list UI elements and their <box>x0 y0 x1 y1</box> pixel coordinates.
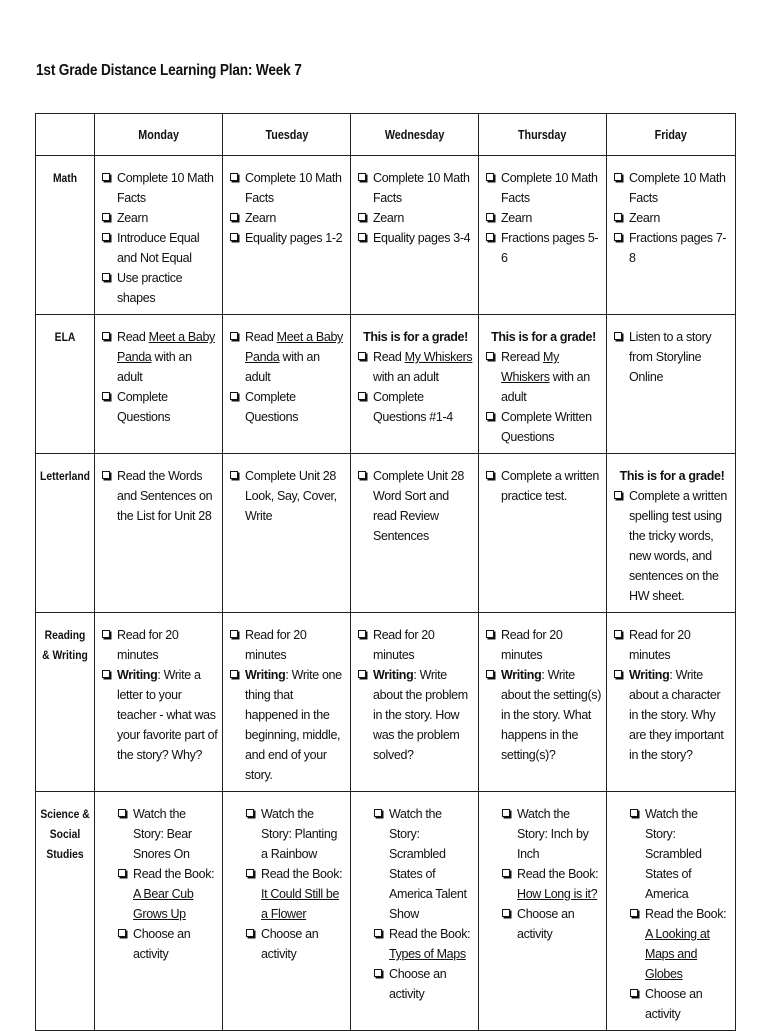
checkbox-icon[interactable] <box>486 352 494 360</box>
checkbox-icon[interactable] <box>230 173 238 181</box>
task-text: Fractions pages 5-6 <box>501 231 599 265</box>
task-item <box>485 228 602 268</box>
task-text: Read for 20 minutes <box>373 628 435 662</box>
task-text: Reread My Whiskers with an adult <box>501 350 590 404</box>
checkbox-icon[interactable] <box>118 869 126 877</box>
checkbox-icon[interactable] <box>230 213 238 221</box>
day-header-label: Tuesday <box>265 127 308 142</box>
task-item <box>357 466 474 546</box>
task-text: Read for 20 minutes <box>629 628 691 662</box>
subject-label: Math <box>52 171 78 185</box>
task-text: Read My Whiskers with an adult <box>373 350 473 384</box>
checkbox-icon[interactable] <box>102 173 110 181</box>
task-item <box>357 347 474 387</box>
plan-cell-math-friday <box>607 156 736 315</box>
task-text: Choose an activity <box>261 927 319 961</box>
task-text: Writing: Write a letter to your teacher - what was your favorite part of the story? Why? <box>117 668 218 762</box>
subject-label-cell <box>36 454 95 613</box>
lesson-plan-table <box>35 113 736 1031</box>
task-item <box>229 327 346 387</box>
task-text: Zearn <box>245 211 276 225</box>
checkbox-icon[interactable] <box>358 213 366 221</box>
task-list <box>229 625 346 785</box>
task-list <box>613 486 731 606</box>
task-list <box>485 347 602 447</box>
task-item <box>629 804 731 904</box>
plan-cell-letterland-thursday <box>479 454 607 613</box>
checkbox-icon[interactable] <box>614 173 622 181</box>
checkbox-icon[interactable] <box>502 909 510 917</box>
task-text: Fractions pages 7-8 <box>629 231 727 265</box>
task-text: Equality pages 1-2 <box>245 231 343 245</box>
subject-label-cell <box>36 315 95 454</box>
plan-cell-ela-wednesday <box>351 315 479 454</box>
task-list <box>101 327 218 427</box>
plan-cell-math-thursday <box>479 156 607 315</box>
task-text: Watch the Story: Planting a Rainbow <box>261 807 338 861</box>
checkbox-icon[interactable] <box>230 233 238 241</box>
task-item <box>117 924 218 964</box>
checkbox-icon[interactable] <box>374 969 382 977</box>
plan-cell-math-wednesday <box>351 156 479 315</box>
book-title: My Whiskers <box>404 350 473 364</box>
plan-cell-letterland-wednesday <box>351 454 479 613</box>
book-title: It Could Still be a Flower <box>261 887 340 921</box>
task-item <box>373 804 474 924</box>
plan-cell-science-social-studies-friday <box>607 792 736 1031</box>
checkbox-icon[interactable] <box>614 670 622 678</box>
task-text: Complete Questions <box>245 390 299 424</box>
plan-cell-science-social-studies-thursday <box>479 792 607 1031</box>
book-title: Meet a Baby Panda <box>117 330 215 364</box>
checkbox-icon[interactable] <box>486 233 494 241</box>
day-header-label: Wednesday <box>384 127 445 142</box>
subject-label: ELA <box>54 330 76 344</box>
task-item <box>229 665 346 785</box>
checkbox-icon[interactable] <box>358 392 366 400</box>
subject-label: Reading & Writing <box>42 628 88 662</box>
task-list <box>357 347 474 427</box>
task-text: Read for 20 minutes <box>245 628 307 662</box>
task-text: Complete Written Questions <box>501 410 592 444</box>
task-text: Equality pages 3-4 <box>373 231 471 245</box>
checkbox-icon[interactable] <box>614 213 622 221</box>
task-item <box>101 466 218 526</box>
task-item <box>373 924 474 964</box>
bold-label: Writing <box>501 668 542 682</box>
checkbox-icon[interactable] <box>358 630 366 638</box>
plan-cell-ela-thursday <box>479 315 607 454</box>
task-list <box>613 168 731 268</box>
checkbox-icon[interactable] <box>630 809 638 817</box>
subject-label: Letterland <box>40 469 90 483</box>
task-item <box>501 864 602 904</box>
task-text: Complete 10 Math Facts <box>373 171 470 205</box>
task-text: Writing: Write about the setting(s) in the story. What happens in the setting(s)? <box>501 668 602 762</box>
task-list <box>629 804 731 1024</box>
plan-cell-letterland-tuesday <box>223 454 351 613</box>
task-text: Read the Words and Sentences on the List for Unit 28 <box>117 469 213 523</box>
task-item <box>101 168 218 208</box>
day-header-wednesday <box>351 114 479 156</box>
task-text: Writing: Write about the problem in the story. How was the problem solved? <box>373 668 468 762</box>
task-list <box>357 466 474 546</box>
task-item <box>101 208 218 228</box>
subject-label-cell <box>36 792 95 1031</box>
task-item <box>613 625 731 665</box>
task-text: Choose an activity <box>517 907 575 941</box>
task-item <box>613 168 731 208</box>
checkbox-icon[interactable] <box>358 352 366 360</box>
task-text: Zearn <box>629 211 660 225</box>
day-header-label: Friday <box>654 127 688 142</box>
bold-label: Writing <box>117 668 158 682</box>
task-list <box>485 466 602 506</box>
task-item <box>357 208 474 228</box>
task-list <box>229 466 346 526</box>
task-item <box>485 208 602 228</box>
book-title: Meet a Baby Panda <box>245 330 343 364</box>
plan-cell-ela-friday <box>607 315 736 454</box>
task-text: Writing: Write one thing that happened in the beginning, middle, and end of your story. <box>245 668 342 782</box>
checkbox-icon[interactable] <box>502 869 510 877</box>
checkbox-icon[interactable] <box>230 630 238 638</box>
checkbox-icon[interactable] <box>358 471 366 479</box>
plan-cell-ela-monday <box>95 315 223 454</box>
subject-label-cell <box>36 156 95 315</box>
corner-cell <box>36 114 95 156</box>
plan-cell-reading-writing-wednesday <box>351 613 479 792</box>
checkbox-icon[interactable] <box>230 471 238 479</box>
checkbox-icon[interactable] <box>230 670 238 678</box>
task-text: Choose an activity <box>389 967 447 1001</box>
plan-cell-reading-writing-monday <box>95 613 223 792</box>
task-text: Watch the Story: Scrambled States of America <box>645 807 702 901</box>
day-header-thursday <box>479 114 607 156</box>
task-item <box>501 904 602 944</box>
checkbox-icon[interactable] <box>486 670 494 678</box>
task-item <box>613 327 731 387</box>
grade-note: This is for a grade! <box>619 469 725 483</box>
book-title: How Long is it? <box>517 887 598 901</box>
task-item <box>357 625 474 665</box>
book-title: A Bear Cub Grows Up <box>133 887 194 921</box>
task-text: Complete 10 Math Facts <box>117 171 214 205</box>
checkbox-icon[interactable] <box>246 809 254 817</box>
subject-row-science-social-studies <box>36 792 736 1031</box>
task-text: Read the Book: A Looking at Maps and Globes <box>645 907 727 981</box>
task-item <box>357 168 474 208</box>
task-text: Complete Questions <box>117 390 171 424</box>
checkbox-icon[interactable] <box>374 929 382 937</box>
checkbox-icon[interactable] <box>486 412 494 420</box>
checkbox-icon[interactable] <box>118 929 126 937</box>
task-text: Read for 20 minutes <box>117 628 179 662</box>
subject-row-letterland <box>36 454 736 613</box>
task-list <box>229 327 346 427</box>
task-list <box>101 625 218 765</box>
day-header-friday <box>607 114 736 156</box>
task-list <box>101 466 218 526</box>
task-item <box>229 387 346 427</box>
task-item <box>229 208 346 228</box>
subject-row-math <box>36 156 736 315</box>
checkbox-icon[interactable] <box>118 809 126 817</box>
header-row <box>36 114 736 156</box>
task-item <box>485 466 602 506</box>
task-list <box>613 327 731 387</box>
bold-label: Writing <box>373 668 414 682</box>
checkbox-icon[interactable] <box>630 909 638 917</box>
checkbox-icon[interactable] <box>246 929 254 937</box>
task-list <box>117 804 218 964</box>
subject-row-reading-writing <box>36 613 736 792</box>
task-item <box>613 228 731 268</box>
task-item <box>229 228 346 248</box>
checkbox-icon[interactable] <box>102 332 110 340</box>
task-item <box>357 387 474 427</box>
task-text: Introduce Equal and Not Equal <box>117 231 200 265</box>
task-item <box>373 964 474 1004</box>
task-item <box>485 347 602 407</box>
task-text: Complete 10 Math Facts <box>501 171 598 205</box>
task-item <box>101 387 218 427</box>
day-header-label: Monday <box>138 127 179 142</box>
task-list <box>245 804 346 964</box>
task-list <box>101 168 218 308</box>
checkbox-icon[interactable] <box>486 630 494 638</box>
checkbox-icon[interactable] <box>374 809 382 817</box>
book-title: Types of Maps <box>389 947 466 961</box>
plan-cell-letterland-monday <box>95 454 223 613</box>
checkbox-icon[interactable] <box>102 670 110 678</box>
checkbox-icon[interactable] <box>230 332 238 340</box>
checkbox-icon[interactable] <box>614 332 622 340</box>
task-text: Writing: Write about a character in the story. Why are they important in the story? <box>629 668 724 762</box>
day-header-monday <box>95 114 223 156</box>
task-item <box>357 228 474 248</box>
checkbox-icon[interactable] <box>102 630 110 638</box>
book-title: My Whiskers <box>501 350 560 384</box>
plan-cell-science-social-studies-wednesday <box>351 792 479 1031</box>
book-title: A Looking at Maps and Globes <box>645 927 710 981</box>
checkbox-icon[interactable] <box>358 233 366 241</box>
task-item <box>245 804 346 864</box>
bold-label: Writing <box>629 668 670 682</box>
task-item <box>101 327 218 387</box>
checkbox-icon[interactable] <box>102 273 110 281</box>
plan-cell-science-social-studies-monday <box>95 792 223 1031</box>
plan-cell-reading-writing-friday <box>607 613 736 792</box>
task-text: Complete 10 Math Facts <box>245 171 342 205</box>
task-list <box>485 625 602 765</box>
task-list <box>501 804 602 944</box>
task-text: Complete 10 Math Facts <box>629 171 726 205</box>
task-list <box>613 625 731 765</box>
task-item <box>613 665 731 765</box>
day-header-label: Thursday <box>518 127 567 142</box>
task-text: Complete Questions #1-4 <box>373 390 453 424</box>
task-text: Read for 20 minutes <box>501 628 563 662</box>
subject-label: Science & Social Studies <box>40 807 90 861</box>
task-item <box>117 864 218 924</box>
task-text: Complete a written spelling test using the tricky words, new words, and sentences on the HW sheet. <box>629 489 727 603</box>
task-item <box>485 407 602 447</box>
task-item <box>485 665 602 765</box>
grade-note: This is for a grade! <box>491 330 596 344</box>
task-text: Choose an activity <box>645 987 703 1021</box>
subject-label-cell <box>36 613 95 792</box>
task-list <box>357 625 474 765</box>
checkbox-icon[interactable] <box>230 392 238 400</box>
day-header-tuesday <box>223 114 351 156</box>
task-item <box>229 625 346 665</box>
task-item <box>485 168 602 208</box>
task-item <box>245 924 346 964</box>
page-title: 1st Grade Distance Learning Plan: Week 7 <box>36 62 302 79</box>
checkbox-icon[interactable] <box>246 869 254 877</box>
task-text: Zearn <box>501 211 532 225</box>
plan-cell-letterland-friday <box>607 454 736 613</box>
task-item <box>357 665 474 765</box>
subject-row-ela <box>36 315 736 454</box>
task-text: Listen to a story from Storyline Online <box>629 330 712 384</box>
checkbox-icon[interactable] <box>102 213 110 221</box>
checkbox-icon[interactable] <box>502 809 510 817</box>
checkbox-icon[interactable] <box>614 630 622 638</box>
plan-cell-reading-writing-tuesday <box>223 613 351 792</box>
task-text: Watch the Story: Scrambled States of America Talent Show <box>389 807 467 921</box>
checkbox-icon[interactable] <box>358 670 366 678</box>
task-item <box>501 804 602 864</box>
task-text: Use practice shapes <box>117 271 183 305</box>
checkbox-icon[interactable] <box>486 471 494 479</box>
checkbox-icon[interactable] <box>102 471 110 479</box>
task-item <box>629 984 731 1024</box>
task-item <box>629 904 731 984</box>
task-list <box>229 168 346 248</box>
task-item <box>613 208 731 228</box>
task-text: Read Meet a Baby Panda with an adult <box>117 330 215 384</box>
task-text: Complete Unit 28 Look, Say, Cover, Write <box>245 469 337 523</box>
task-item <box>101 665 218 765</box>
grade-note: This is for a grade! <box>363 330 468 344</box>
checkbox-icon[interactable] <box>614 233 622 241</box>
task-list <box>485 168 602 268</box>
plan-cell-ela-tuesday <box>223 315 351 454</box>
task-item <box>245 864 346 924</box>
task-text: Complete a written practice test. <box>501 469 599 503</box>
checkbox-icon[interactable] <box>630 989 638 997</box>
checkbox-icon[interactable] <box>358 173 366 181</box>
task-item <box>485 625 602 665</box>
checkbox-icon[interactable] <box>102 392 110 400</box>
task-list <box>357 168 474 248</box>
task-item <box>613 486 731 606</box>
task-list <box>373 804 474 1004</box>
task-text: Read the Book: A Bear Cub Grows Up <box>133 867 215 921</box>
task-item <box>117 804 218 864</box>
task-text: Read Meet a Baby Panda with an adult <box>245 330 343 384</box>
checkbox-icon[interactable] <box>486 173 494 181</box>
task-item <box>229 466 346 526</box>
checkbox-icon[interactable] <box>614 491 622 499</box>
plan-cell-science-social-studies-tuesday <box>223 792 351 1031</box>
checkbox-icon[interactable] <box>486 213 494 221</box>
bold-label: Writing <box>245 668 286 682</box>
plan-cell-reading-writing-thursday <box>479 613 607 792</box>
task-text: Read the Book: It Could Still be a Flower <box>261 867 343 921</box>
task-text: Complete Unit 28 Word Sort and read Review Sentences <box>373 469 464 543</box>
task-text: Choose an activity <box>133 927 191 961</box>
task-text: Watch the Story: Inch by Inch <box>517 807 589 861</box>
task-text: Read the Book: Types of Maps <box>389 927 471 961</box>
task-item <box>229 168 346 208</box>
checkbox-icon[interactable] <box>102 233 110 241</box>
task-item <box>101 268 218 308</box>
task-text: Watch the Story: Bear Snores On <box>133 807 192 861</box>
task-text: Read the Book: How Long is it? <box>517 867 599 901</box>
plan-cell-math-tuesday <box>223 156 351 315</box>
task-item <box>101 625 218 665</box>
task-item <box>101 228 218 268</box>
plan-cell-math-monday <box>95 156 223 315</box>
task-text: Zearn <box>373 211 404 225</box>
task-text: Zearn <box>117 211 148 225</box>
